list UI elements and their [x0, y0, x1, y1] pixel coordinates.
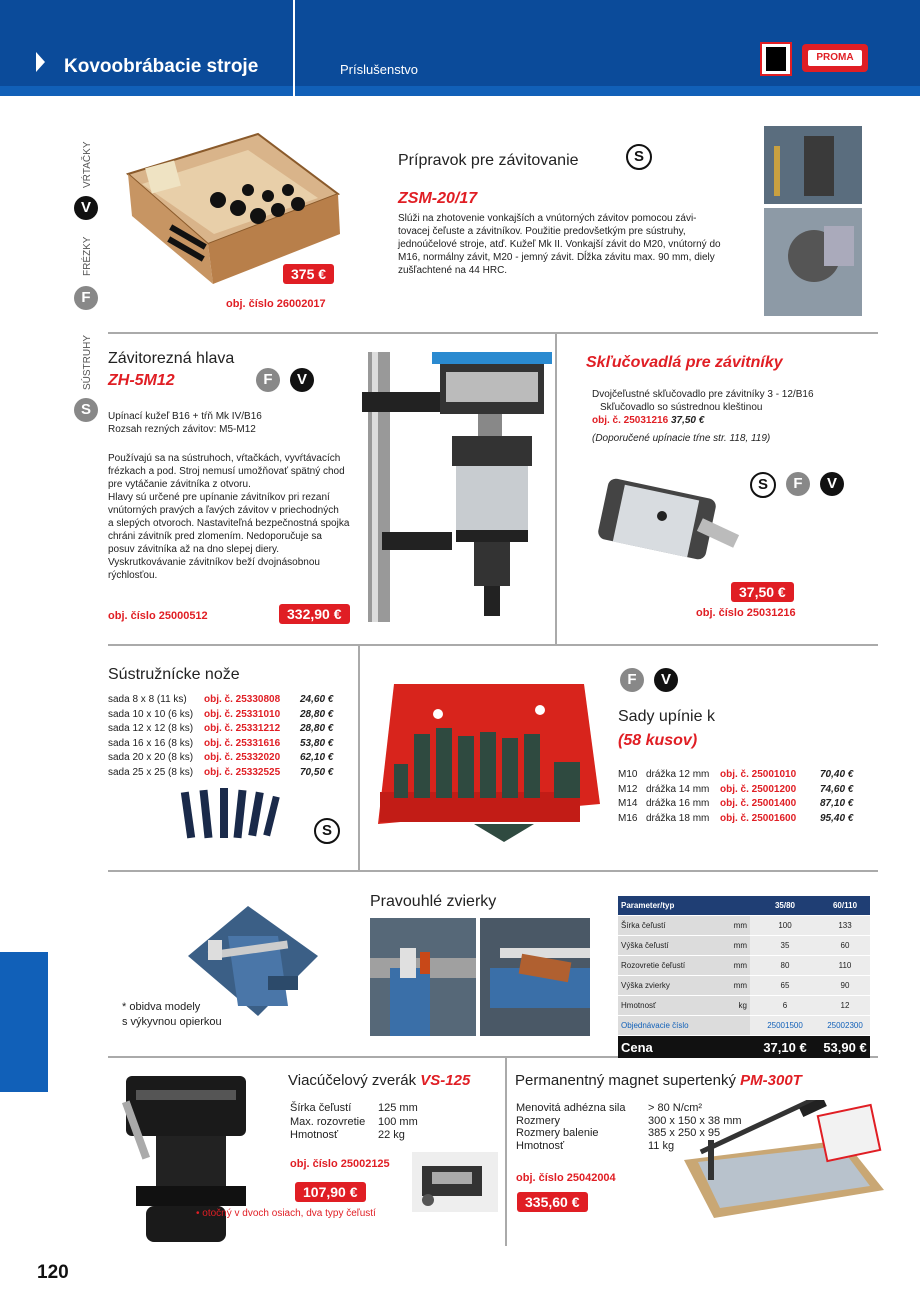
product-title: Viacúčelový zverák VS-125	[288, 1072, 471, 1089]
divider	[505, 1056, 507, 1246]
divider	[108, 332, 878, 334]
page-number: 120	[37, 1262, 69, 1283]
lathe-tools-image	[180, 782, 280, 842]
product-description: Používajú sa na sústruhoch, vŕtačkách, vyvŕtávacích frézkach a pod. Stroj nemusí umožňovať spätný chod pre vytáčanie závitníka z otvoru. Hlavy sú určené pre upínanie závitníkov pri rezaní vnútorných pravých a ľavých závitov v priechodných a slepých otvoroch. Nastaviteľná bezpečnostná spojka chráni závitník pred zlomením. Nedoporučuje sa posuv závitníka až na dno slepej diery. Vyskrutkovávanie závitníkov beží dvojnásobnou rýchlosťou.	[108, 453, 350, 581]
header-arrow-icon	[36, 52, 45, 72]
sidebar-label-vrtacky: VŔTAČKY	[82, 141, 93, 188]
product-title: Skľučovadlá pre závitníky	[586, 354, 783, 371]
list-item: sada 8 x 8 (11 ks) obj. č. 25330808 24,60 €	[108, 694, 334, 705]
badge-s-icon: S	[750, 472, 776, 498]
clamp-photo-1-image	[370, 918, 476, 1036]
machine-photo-image	[764, 126, 862, 316]
table-row: Rozovretie čeľustí mm 80 110	[618, 956, 870, 976]
divider	[108, 644, 878, 646]
footnote: • otočný v dvoch osiach, dva typy čeľustí	[196, 1208, 376, 1219]
product-model: (58 kusov)	[618, 732, 698, 749]
order-number: obj. číslo 25042004	[516, 1172, 616, 1184]
magnet-plate-image	[664, 1100, 888, 1224]
parameter-table	[618, 896, 870, 1059]
section-title: Kovoobrábacie stroje	[64, 56, 259, 77]
list-item: M14 drážka 16 mm obj. č. 25001400 87,10 €	[618, 798, 854, 809]
table-row: Výška čeľustí mm 35 60	[618, 936, 870, 956]
badge-f-icon: F	[256, 368, 280, 392]
header-divider	[293, 0, 295, 96]
divider	[358, 644, 360, 870]
order-number: obj. číslo 25002125	[290, 1158, 390, 1170]
price-tag: 107,90 €	[295, 1182, 366, 1202]
list-item: sada 12 x 12 (8 ks) obj. č. 25331212 28,80 €	[108, 723, 334, 735]
sidebar-color-tab	[0, 952, 48, 1092]
brand-logo-icon	[760, 42, 792, 76]
badge-s-icon: S	[314, 818, 340, 844]
product-title: Sústružnícke nože	[108, 666, 240, 683]
product-description: Slúži na zhotovenie vonkajších a vnútorných závitov pomocou závi- tovacej čeľuste a závitníkov. Použitie predovšetkým pre sústruhy, jednoúčelové stroje, atď. Kužeľ Mk II. Vonkajší závit do M20, vnútorný do M16, normálny závit, M20 - jemný závit. Dĺžka závitu max. 90 mm, diely zušľachtené na 44 HRC.	[398, 213, 721, 276]
vise-detail-image	[412, 1152, 498, 1212]
badge-v-icon: V	[74, 196, 98, 220]
tap-chuck-image	[592, 470, 752, 580]
page-header	[0, 0, 920, 96]
badge-v-icon: V	[820, 472, 844, 496]
badge-f-icon: F	[620, 668, 644, 692]
table-row: Šírka čeľustí mm 100 133	[618, 916, 870, 936]
section-subtitle: Príslušenstvo	[340, 62, 419, 77]
badge-s-icon: S	[626, 144, 652, 170]
product-title: Sady upínie k	[618, 708, 715, 725]
table-row-price: Cena 37,10 € 53,90 €	[618, 1036, 870, 1059]
product-model: ZSM-20/17	[398, 190, 478, 207]
price-tag: 375 €	[283, 264, 334, 284]
clamping-kit-image	[374, 674, 608, 850]
list-item: M10 drážka 12 mm obj. č. 25001010 70,40 €	[618, 769, 854, 780]
divider	[555, 332, 557, 644]
product-specs: Šírka čeľustí 125 mm Max. rozovretie 100 mm Hmotnosť 22 kg	[290, 1102, 418, 1141]
order-number: obj. číslo 25031216	[696, 607, 796, 619]
tool-set-list	[108, 693, 333, 781]
product-title: Permanentný magnet supertenký PM-300T	[515, 1072, 802, 1089]
list-item: sada 10 x 10 (6 ks) obj. č. 25331010 28,80 €	[108, 708, 334, 720]
price-tag: 335,60 €	[517, 1192, 588, 1212]
badge-s-icon: S	[74, 398, 98, 422]
list-item: sada 20 x 20 (8 ks) obj. č. 25332020 62,10 €	[108, 752, 334, 764]
footnote: * obidva modely s výkyvnou opierkou	[122, 1001, 222, 1028]
product-title: Pravouhlé zvierky	[370, 893, 497, 910]
badge-v-icon: V	[290, 368, 314, 392]
clamp-photo-2-image	[480, 918, 590, 1036]
sidebar-label-sustruhy: SÚSTRUHY	[82, 334, 93, 390]
price-tag: 37,50 €	[731, 582, 794, 602]
sidebar-label-frezky: FRÉZKY	[82, 236, 93, 276]
clamping-kit-list	[618, 768, 853, 826]
price-tag: 332,90 €	[279, 604, 350, 624]
order-number: obj. číslo 25000512	[108, 610, 208, 622]
product-specs: Upínací kužeľ B16 + tŕň Mk IV/B16 Rozsah rezných závitov: M5-M12	[108, 411, 262, 435]
divider	[108, 870, 878, 872]
product-title: Závitorezná hlava	[108, 350, 235, 367]
badge-f-icon: F	[786, 472, 810, 496]
list-item: M12 drážka 14 mm obj. č. 25001200 74,60 €	[618, 783, 854, 795]
list-item: M16 drážka 18 mm obj. č. 25001600 95,40 €	[618, 812, 854, 824]
badge-f-icon: F	[74, 286, 98, 310]
list-item: sada 16 x 16 (8 ks) obj. č. 25331616 53,80 €	[108, 737, 334, 749]
order-number: obj. číslo 26002017	[226, 298, 326, 310]
vise-image	[106, 1066, 286, 1256]
product-description: Dvojčeľustné skľučovadlo pre závitníky 3 - 12/B16 Skľučovadlo so sústrednou kleštinou obj. č. 25031216 37,50 € (Doporučené upínacie tŕne str. 118, 119)	[592, 389, 814, 444]
table-header: Parameter/typ 35/80 60/110	[618, 896, 870, 916]
badge-v-icon: V	[654, 668, 678, 692]
table-row: Výška zvierky mm 65 90	[618, 976, 870, 996]
product-specs: Menovitá adhézna sila > 80 N/cm² Rozmery 300 x 150 x 38 mm Rozmery balenie 385 x 250 x 95 Hmotnosť 11 kg	[516, 1102, 742, 1152]
tapping-head-image	[362, 352, 552, 622]
header-stripe	[0, 86, 920, 96]
list-item: sada 25 x 25 (8 ks) obj. č. 25332525 70,50 €	[108, 766, 334, 778]
product-title: Prípravok pre závitovanie	[398, 152, 579, 169]
table-row-order: Objednávacie číslo 25001500 25002300	[618, 1016, 870, 1036]
product-model: ZH-5M12	[108, 372, 175, 389]
proma-logo: PROMA	[802, 44, 868, 72]
table-row: Hmotnosť kg 6 12	[618, 996, 870, 1016]
